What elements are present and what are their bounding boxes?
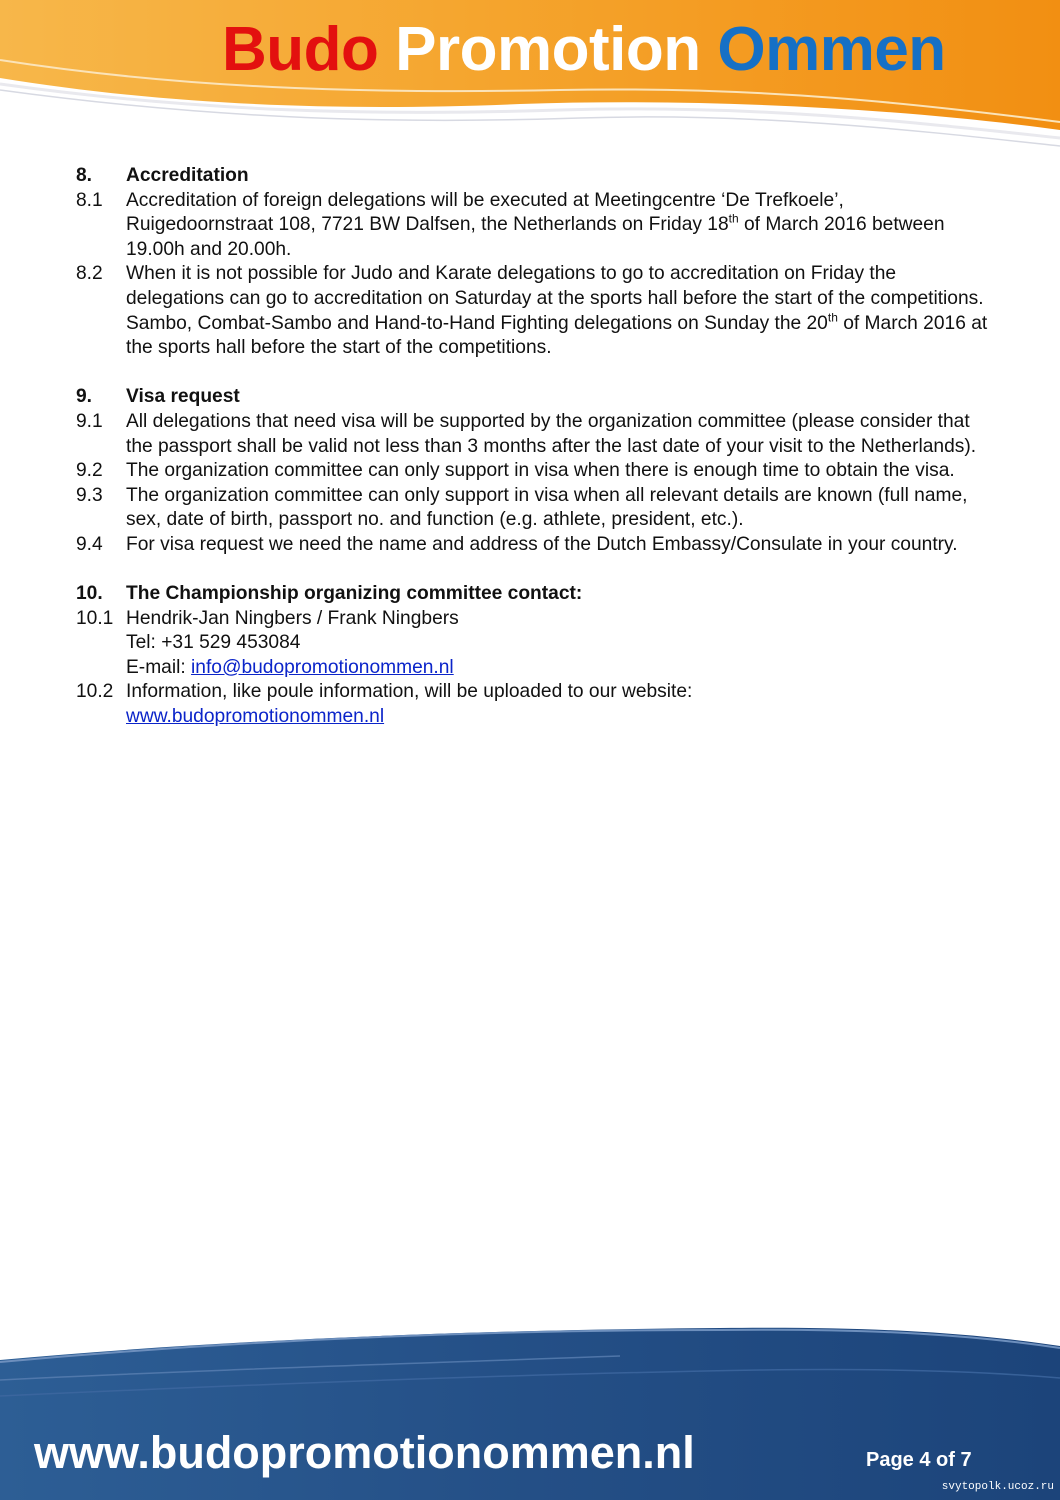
item-text-part: Accreditation of foreign delegations will be executed at Meetingcentre ‘De Trefkoele’, Ruigedoornstraat 108, 7721 BW Dalfsen, the Netherlands on Friday 18 [126,189,844,236]
section-heading [76,385,996,410]
item-number: 9.1 [76,410,103,432]
contact-email-line [126,656,996,681]
item-text [126,680,996,729]
item-text [126,262,996,360]
item-number: 9.3 [76,484,103,506]
website-link[interactable]: www.budopromotionommen.nl [126,706,385,728]
item-number: 10.1 [76,607,114,629]
section-title: Accreditation [126,165,249,186]
item-number: 9.2 [76,460,103,482]
item-text: For visa request we need the name and address of the Dutch Embassy/Consulate in your country. [126,533,958,555]
item-number: 10.2 [76,681,114,703]
section-visa-request [76,385,996,557]
item-text-part: of March 2016 between 19.00h and 20.00h. [126,214,945,260]
list-item [76,533,996,558]
ordinal-suffix: th [827,310,838,325]
brand-word-budo: Budo [222,15,379,84]
list-item [76,410,996,459]
item-number: 9.4 [76,533,103,555]
document-body [76,164,996,754]
section-heading [76,164,996,189]
item-text: All delegations that need visa will be supported by the organization committee (please consider that the passport shall be valid not less than 3 months after the last date of your visit to the Netherlands). [126,410,977,457]
contact-names: Hendrik-Jan Ningbers / Frank Ningbers [126,607,459,629]
item-text-part: When it is not possible for Judo and Karate delegations to go to accreditation on Friday the delegations can go to accreditation on Saturday at the sports hall before the start of the competitions. Sambo, Combat-Sambo and Hand-to-Hand Fighting delegations on Sunday the 20 [126,263,984,334]
item-number: 8.2 [76,263,103,285]
list-item [76,262,996,360]
page-number: Page 4 of 7 [866,1449,972,1471]
brand-word-promotion: Promotion [395,15,701,84]
website-link-line [126,705,996,730]
watermark: svytopolk.ucoz.ru [941,1481,1054,1493]
list-item [76,680,996,729]
item-number: 8.1 [76,189,103,211]
website-info-text: Information, like poule information, will be uploaded to our website: [126,681,693,703]
section-contact [76,582,996,730]
item-text [126,189,996,263]
section-heading [76,582,996,607]
contact-details [126,607,996,681]
section-number: 9. [76,386,93,408]
item-text-part: of March 2016 at the sports hall before the start of the competitions. [126,312,988,359]
ordinal-suffix: th [728,211,739,226]
section-title: Visa request [126,386,240,408]
section-number: 8. [76,165,93,186]
footer-website: www.budopromotionommen.nl [34,1427,695,1478]
section-number: 10. [76,583,103,605]
brand-title [222,14,946,86]
email-label: E-mail: [126,656,192,678]
list-item [76,484,996,533]
section-accreditation [76,164,996,361]
email-link[interactable]: info@budopromotionommen.nl [191,656,454,678]
contact-phone: Tel: +31 529 453084 [126,632,301,654]
list-item [76,459,996,484]
brand-word-ommen: Ommen [717,15,946,84]
item-text: The organization committee can only support in visa when there is enough time to obtain the visa. [126,460,955,482]
list-item [76,607,996,681]
list-item [76,189,996,263]
item-text: The organization committee can only support in visa when all relevant details are known (full name, sex, date of birth, passport no. and function (e.g. athlete, president, etc.). [126,484,968,531]
section-title: The Championship organizing committee contact: [126,583,583,605]
